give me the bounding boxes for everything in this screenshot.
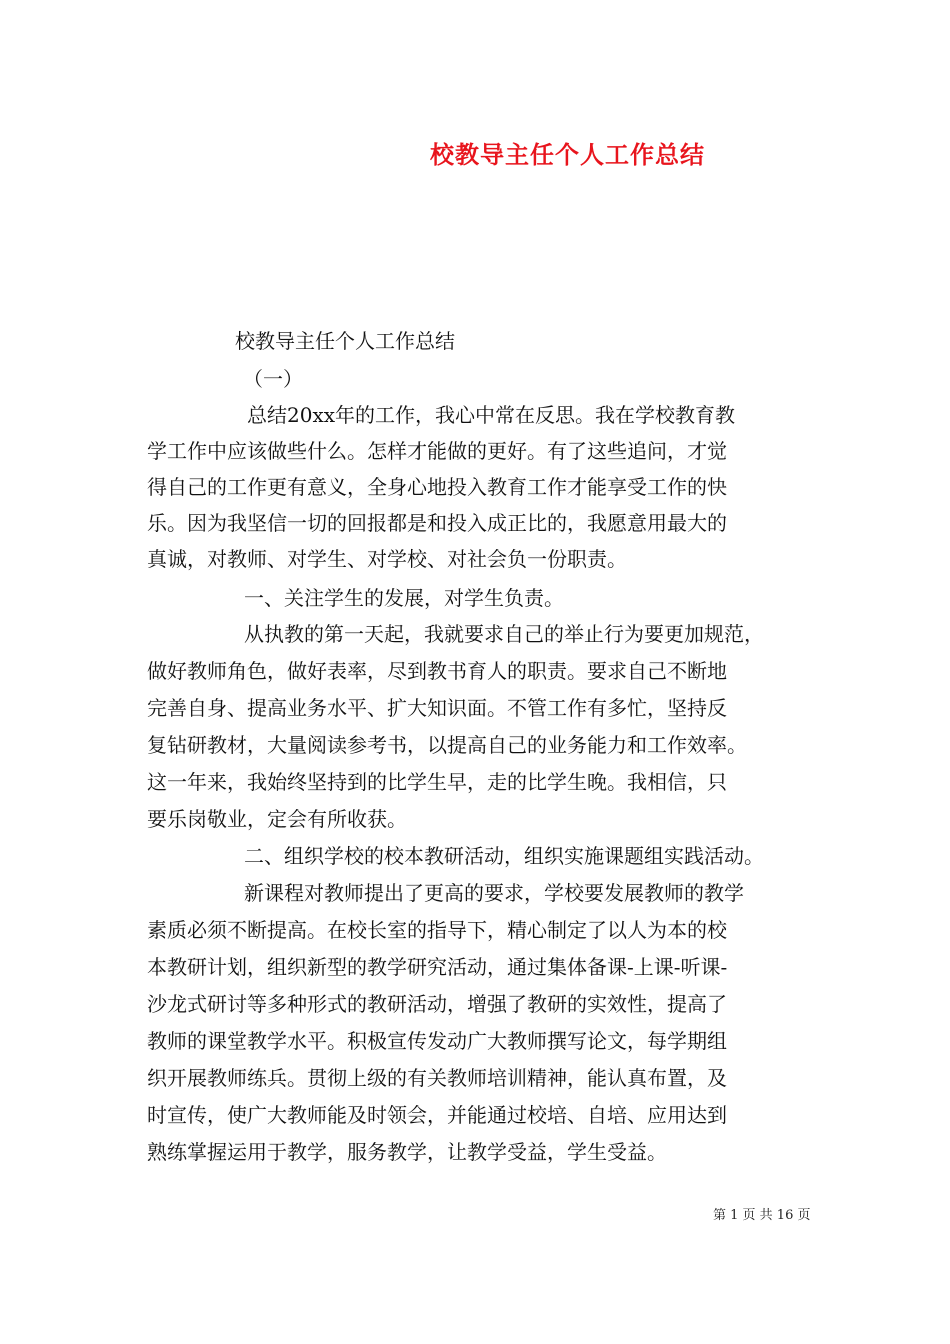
paragraph-line: 素质必须不断提高。在校长室的指导下，精心制定了以人为本的校 xyxy=(147,918,727,942)
paragraph-line: 本教研计划，组织新型的教学研究活动，通过集体备课-上课-听课- xyxy=(147,955,728,979)
section-heading: 一、关注学生的发展，对学生负责。 xyxy=(244,586,564,610)
paragraph-line: 这一年来，我始终坚持到的比学生早，走的比学生晚。我相信，只 xyxy=(147,770,727,794)
page-title: 校教导主任个人工作总结 xyxy=(430,140,705,169)
section-marker: （一） xyxy=(243,367,303,391)
paragraph-line: 完善自身、提高业务水平、扩大知识面。不管工作有多忙，坚持反 xyxy=(147,696,727,720)
paragraph-line: 做好教师角色，做好表率，尽到教书育人的职责。要求自己不断地 xyxy=(147,659,727,683)
paragraph-line: 乐。因为我坚信一切的回报都是和投入成正比的，我愿意用最大的 xyxy=(147,511,727,535)
paragraph-line: 时宣传，使广大教师能及时领会，并能通过校培、自培、应用达到 xyxy=(147,1103,727,1127)
paragraph-line: 复钻研教材，大量阅读参考书，以提高自己的业务能力和工作效率。 xyxy=(147,733,747,757)
document-heading: 校教导主任个人工作总结 xyxy=(235,329,455,353)
paragraph-line: 新课程对教师提出了更高的要求，学校要发展教师的教学 xyxy=(244,881,744,905)
paragraph-line: 从执教的第一天起，我就要求自己的举止行为要更加规范， xyxy=(244,622,764,646)
paragraph-line: 织开展教师练兵。贯彻上级的有关教师培训精神，能认真布置，及 xyxy=(147,1066,727,1090)
paragraph-line: 总结20xx年的工作，我心中常在反思。我在学校教育教 xyxy=(247,403,736,427)
paragraph-line: 熟练掌握运用于教学，服务教学，让教学受益，学生受益。 xyxy=(147,1140,667,1164)
paragraph-line: 教师的课堂教学水平。积极宣传发动广大教师撰写论文，每学期组 xyxy=(147,1029,727,1053)
page-number: 第 1 页 共 16 页 xyxy=(713,1208,811,1223)
paragraph-line: 要乐岗敬业，定会有所收获。 xyxy=(147,807,407,831)
paragraph-line: 沙龙式研讨等多种形式的教研活动，增强了教研的实效性，提高了 xyxy=(147,992,727,1016)
section-heading: 二、组织学校的校本教研活动，组织实施课题组实践活动。 xyxy=(244,844,764,868)
paragraph-line: 得自己的工作更有意义，全身心地投入教育工作才能享受工作的快 xyxy=(147,475,727,499)
paragraph-line: 学工作中应该做些什么。怎样才能做的更好。有了这些追问，才觉 xyxy=(147,439,727,463)
paragraph-line: 真诚，对教师、对学生、对学校、对社会负一份职责。 xyxy=(147,547,627,571)
